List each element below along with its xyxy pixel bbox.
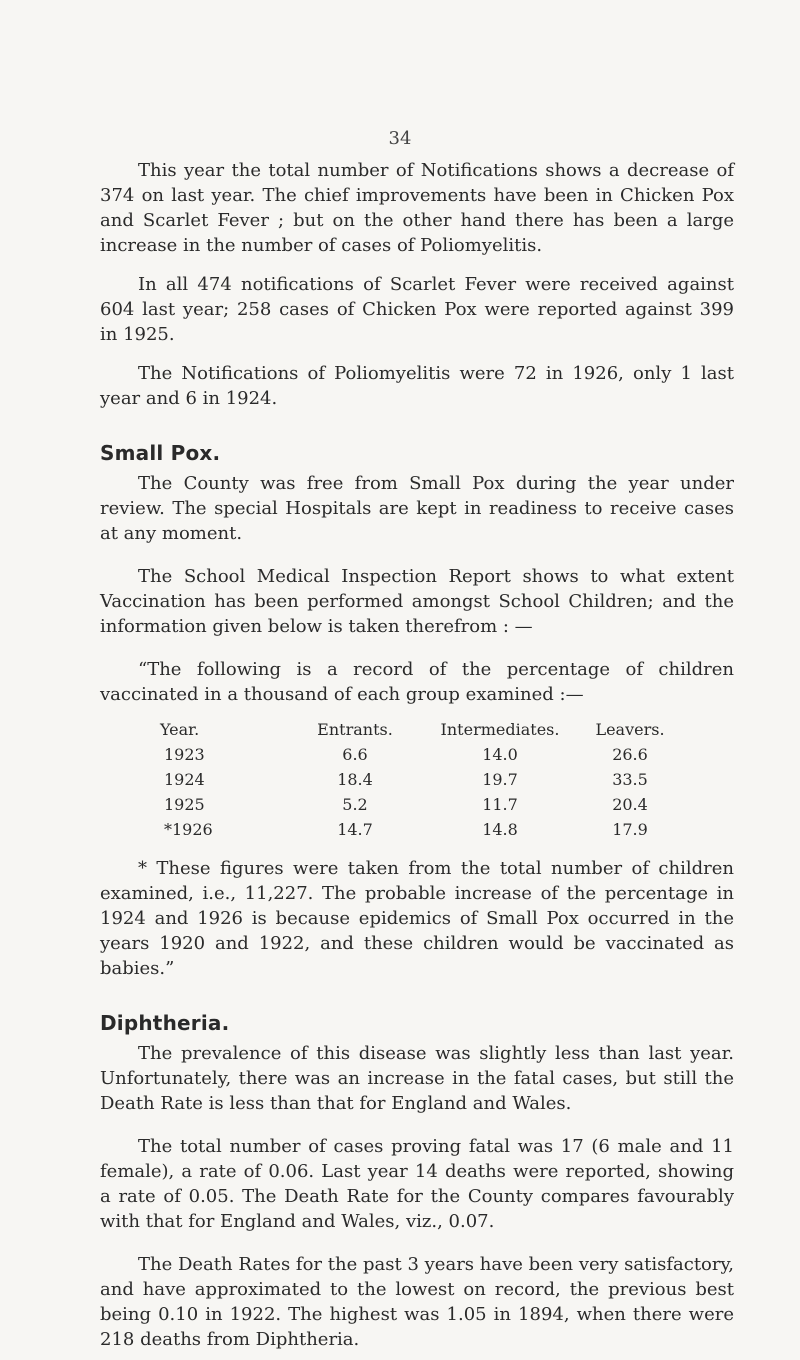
header-leavers: Leavers. bbox=[595, 720, 665, 739]
intro-paragraph-2: In all 474 notifications of Scarlet Fever were received against 604 last year; 258 cases of Chicken Pox were reported against 399 in 1925. bbox=[100, 274, 734, 345]
cell-leavers: 26.6 bbox=[612, 745, 648, 764]
cell-year: 1923 bbox=[164, 745, 205, 764]
cell-intermediates: 14.0 bbox=[482, 745, 518, 764]
cell-entrants: 5.2 bbox=[342, 795, 368, 814]
cell-intermediates: 19.7 bbox=[482, 770, 518, 789]
small-pox-paragraph-2: The School Medical Inspection Report shows to what extent Vaccination has been performed amongst School Children; and the information given below is taken therefrom : — bbox=[100, 566, 734, 637]
cell-entrants: 14.7 bbox=[337, 820, 373, 839]
cell-entrants: 6.6 bbox=[342, 745, 368, 764]
table-row bbox=[160, 767, 680, 792]
intro-paragraph-3: The Notifications of Poliomyelitis were 72 in 1926, only 1 last year and 6 in 1924. bbox=[100, 363, 734, 409]
cell-leavers: 33.5 bbox=[612, 770, 648, 789]
table-header-row bbox=[160, 717, 680, 742]
diphtheria-paragraph-1: The prevalence of this disease was slightly less than last year. Unfortunately, there was an increase in the fatal cases, but still the Death Rate is less than that for England and Wales. bbox=[100, 1043, 734, 1114]
cell-leavers: 20.4 bbox=[612, 795, 648, 814]
header-entrants: Entrants. bbox=[317, 720, 393, 739]
diphtheria-heading: Diphtheria. bbox=[100, 1011, 230, 1035]
cell-year: 1924 bbox=[164, 770, 205, 789]
cell-intermediates: 11.7 bbox=[482, 795, 518, 814]
diphtheria-paragraph-3: The Death Rates for the past 3 years have been very satisfactory, and have approximated to the lowest on record, the previous best being 0.10 in 1922. The highest was 1.05 in 1894, when there were 218 deaths from Diphtheria. bbox=[100, 1254, 734, 1350]
header-year: Year. bbox=[160, 720, 200, 739]
cell-year: 1925 bbox=[164, 795, 205, 814]
diphtheria-paragraph-2: The total number of cases proving fatal was 17 (6 male and 11 female), a rate of 0.06. Last year 14 deaths were reported, showing a rate of 0.05. The Death Rate for the County compares favourably with that for England and Wales, viz., 0.07. bbox=[100, 1136, 734, 1232]
page-content bbox=[100, 158, 734, 1352]
vaccination-table bbox=[160, 717, 680, 842]
cell-leavers: 17.9 bbox=[612, 820, 648, 839]
header-intermediates: Intermediates. bbox=[440, 720, 560, 739]
cell-intermediates: 14.8 bbox=[482, 820, 518, 839]
cell-year: *1926 bbox=[164, 820, 213, 839]
intro-paragraph-1: This year the total number of Notifications shows a decrease of 374 on last year. The chief improvements have been in Chicken Pox and Scarlet Fever ; but on the other hand there has been a large increase in the number of cases of Poliomyelitis. bbox=[100, 160, 734, 256]
table-row bbox=[160, 742, 680, 767]
small-pox-heading: Small Pox. bbox=[100, 441, 221, 465]
small-pox-paragraph-3: “The following is a record of the percentage of children vaccinated in a thousand of each group examined :— bbox=[100, 659, 734, 705]
cell-entrants: 18.4 bbox=[337, 770, 373, 789]
table-row bbox=[160, 817, 680, 842]
small-pox-paragraph-1: The County was free from Small Pox during the year under review. The special Hospitals are kept in readiness to receive cases at any moment. bbox=[100, 473, 734, 544]
page-number: 34 bbox=[388, 128, 412, 149]
small-pox-footnote: * These figures were taken from the total number of children examined, i.e., 11,227. The probable increase of the percentage in 1924 and 1926 is because epidemics of Small Pox occurred in the years 1920 and 1922, and these children would be vaccinated as babies.” bbox=[100, 858, 734, 979]
table-row bbox=[160, 792, 680, 817]
